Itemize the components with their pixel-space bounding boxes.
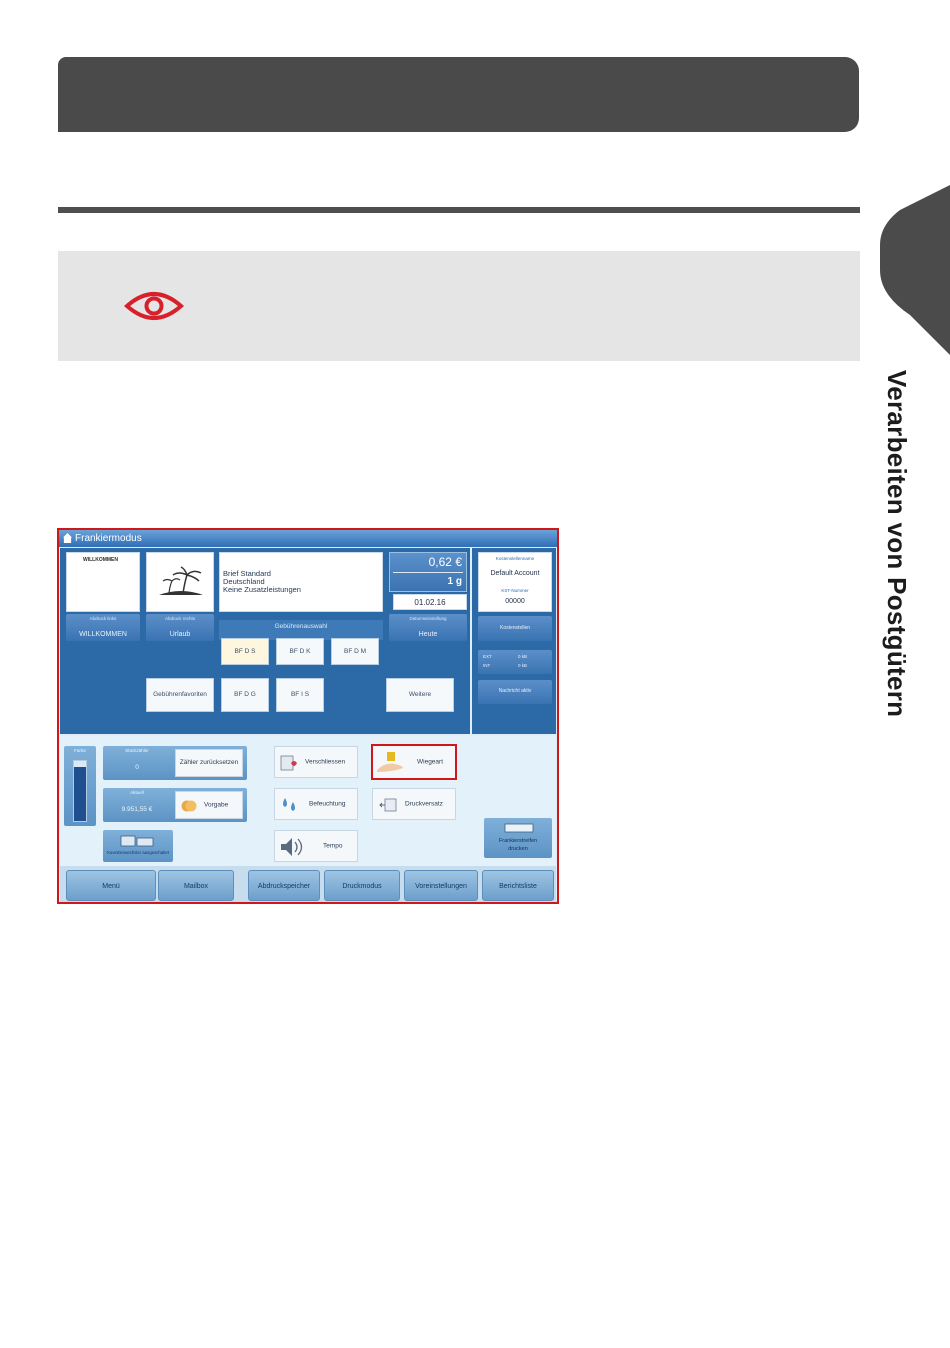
speaker-icon: [279, 836, 305, 858]
nav-presets[interactable]: Voreinstellungen: [404, 870, 478, 901]
message-pill[interactable]: Nachricht aktiv: [478, 680, 552, 704]
imprint-left-caption: Abdruck links: [89, 616, 117, 621]
water-drops-icon: [279, 795, 299, 815]
credit-preset-label: Vorgabe: [204, 801, 229, 809]
envelope-changer-label: Kuvertierwechsler ausgeschaltet: [107, 850, 169, 855]
seal-label: Verschliessen: [305, 758, 346, 766]
imprint-right-pill[interactable]: [146, 614, 214, 641]
moisten-label: Befeuchtung: [309, 800, 346, 808]
hand-scale-icon: [375, 750, 405, 776]
account-card[interactable]: [478, 552, 552, 612]
reset-counter-button[interactable]: Zähler zurücksetzen: [175, 749, 243, 777]
product-line-1: Brief Standard: [223, 569, 271, 578]
tape-icon: [504, 822, 534, 834]
palm-island-icon: [155, 565, 207, 599]
speed-button[interactable]: [274, 830, 358, 862]
ink-gauge: [73, 760, 87, 822]
main-blue-panel: [60, 548, 470, 734]
print-tape-line-1: Frankierstreifen: [498, 838, 538, 844]
screen-titlebar: [59, 530, 557, 547]
credit-panel: [103, 788, 247, 822]
chapter-tab: [880, 185, 950, 355]
section-rule: [58, 207, 860, 213]
nav-reports[interactable]: Berichtsliste: [482, 870, 554, 901]
memory-ext-label: EXT: [483, 654, 492, 659]
counter-caption: Stückzähler: [125, 748, 149, 753]
product-line-3: Keine Zusatzleistungen: [223, 585, 301, 594]
nav-mailbox[interactable]: Mailbox: [158, 870, 234, 901]
franking-screenshot: [57, 528, 559, 904]
credit-caption: Aktuell: [130, 790, 144, 795]
weigh-mode-label: Wiegeart: [417, 758, 444, 766]
envelope-changer-button[interactable]: [103, 830, 173, 862]
ink-level-fill: [74, 767, 86, 821]
imprint-right-preview[interactable]: [146, 552, 214, 612]
date-setting-caption: Datumseinstellung: [409, 616, 447, 621]
envelope-feeder-icon: [119, 832, 155, 848]
memory-int-value: 0 kB: [518, 663, 528, 668]
account-panel: [472, 548, 556, 734]
price-value: 0,62 €: [428, 555, 462, 569]
moisten-button[interactable]: [274, 788, 358, 820]
header-bar: [58, 57, 859, 132]
seal-button[interactable]: [274, 746, 358, 778]
nav-menu[interactable]: Menü: [66, 870, 156, 901]
nav-imprint-memory[interactable]: Abdruckspeicher: [248, 870, 320, 901]
ink-label: Farbe: [74, 748, 86, 753]
rate-button-4[interactable]: BF D G: [221, 678, 269, 712]
weight-value: 1 g: [447, 576, 462, 587]
coins-icon: [181, 798, 197, 814]
print-tape-line-2: drucken: [508, 846, 528, 852]
screen-title: Frankiermodus: [75, 533, 142, 544]
seal-icon: [279, 753, 299, 773]
imprint-right-value: Urlaub: [169, 631, 191, 638]
account-caption: Kostenstellenname: [495, 556, 535, 561]
ink-panel: [64, 746, 96, 826]
product-summary[interactable]: [219, 552, 383, 612]
account-number: 00000: [505, 598, 525, 605]
weigh-mode-button[interactable]: [371, 744, 457, 780]
imprint-left-value: WILLKOMMEN: [79, 631, 127, 638]
chapter-title: Verarbeiten von Postgütern: [882, 370, 912, 718]
rate-button-3[interactable]: BF D M: [331, 638, 379, 665]
home-icon[interactable]: [63, 533, 72, 543]
counter-panel: [103, 746, 247, 780]
memory-status-panel: [478, 650, 552, 674]
date-setting-value: Heute: [418, 631, 438, 638]
rate-button-1[interactable]: BF D S: [221, 638, 269, 665]
print-tape-button[interactable]: [484, 818, 552, 858]
credit-preset-button[interactable]: [175, 791, 243, 819]
more-rates-button[interactable]: Weitere: [386, 678, 454, 712]
print-offset-label: Druckversatz: [405, 800, 443, 808]
eye-icon: [124, 288, 184, 324]
print-offset-button[interactable]: [372, 788, 456, 820]
imprint-left-pill[interactable]: [66, 614, 140, 641]
rates-label: Gebührenauswahl: [219, 620, 383, 640]
lower-panel: [60, 736, 556, 866]
date-display[interactable]: 01.02.16: [393, 594, 467, 610]
imprint-left-preview[interactable]: [66, 552, 140, 612]
product-line-2: Deutschland: [223, 577, 265, 586]
date-setting-pill[interactable]: [389, 614, 467, 641]
memory-int-label: INT: [483, 663, 491, 668]
account-number-caption: KST-Nummer: [501, 588, 529, 593]
credit-value: 9.951,55 €: [121, 806, 153, 813]
rate-favorites-button[interactable]: Gebührenfavoriten: [146, 678, 214, 712]
imprint-right-caption: Abdruck rechts: [164, 616, 195, 621]
speed-label: Tempo: [323, 842, 343, 850]
imprint-left-text: WILLKOMMEN: [83, 557, 118, 563]
rate-button-2[interactable]: BF D K: [276, 638, 324, 665]
account-name: Default Account: [490, 570, 540, 577]
print-offset-icon: [379, 797, 397, 813]
counter-value: 0: [135, 764, 139, 771]
account-pill[interactable]: Kostenstellen: [478, 616, 552, 641]
price-weight-display: [389, 552, 467, 592]
nav-print-mode[interactable]: Druckmodus: [324, 870, 400, 901]
bottom-nav-bar: [60, 866, 556, 904]
rate-button-5[interactable]: BF I S: [276, 678, 324, 712]
memory-ext-value: 0 kB: [518, 654, 528, 659]
price-divider: [393, 572, 463, 573]
